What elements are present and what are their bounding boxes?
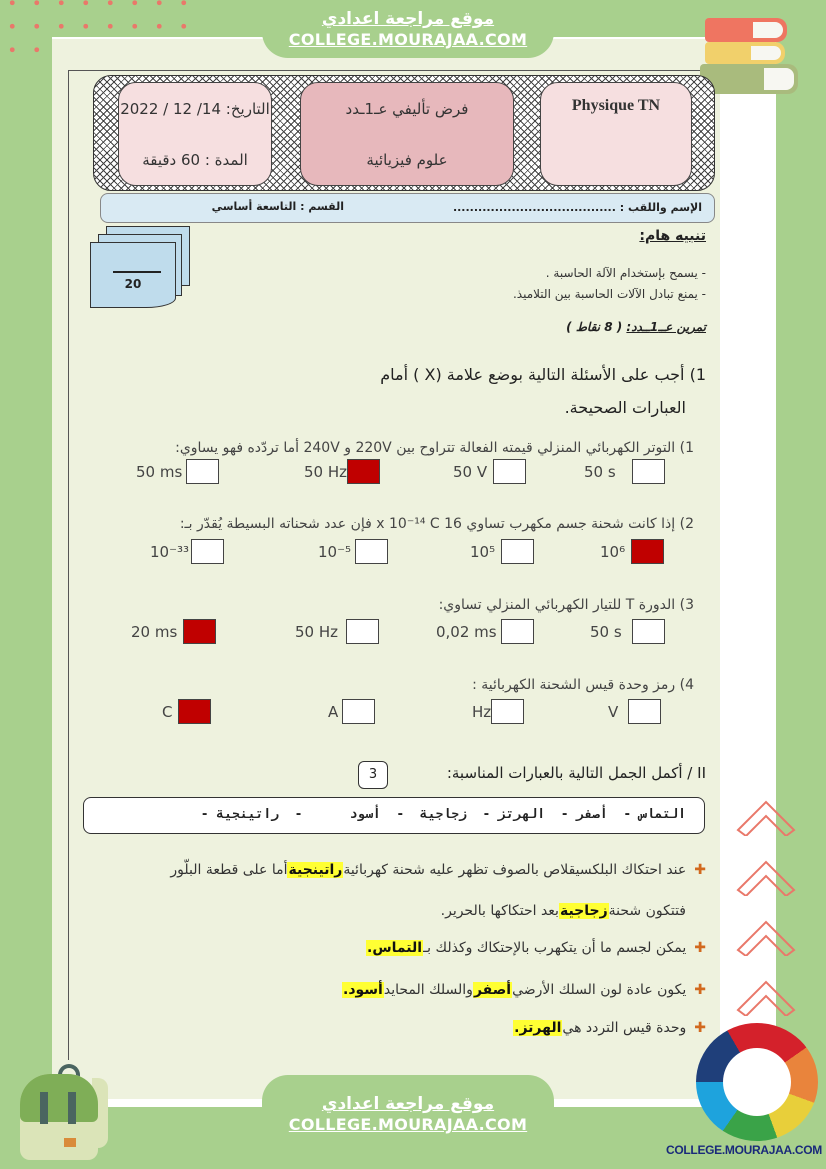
books-illustration [700, 12, 800, 92]
notice-title: تنبيه هام: [639, 228, 706, 244]
checkbox[interactable] [628, 699, 661, 724]
section1-instruction-cont: العبارات الصحيحة. [564, 398, 686, 417]
checkbox-checked[interactable] [183, 619, 216, 644]
site-logo-icon[interactable] [696, 1023, 818, 1141]
section1-instruction: 1) أجب على الأسئلة التالية بوضع علامة (X ) أمام [380, 365, 706, 384]
exercise-label: تمرين عــ1ــدد: [626, 320, 706, 334]
brand-name: Physique TN [571, 97, 661, 114]
bullet-icon: ✚ [694, 982, 706, 998]
site-logo-text[interactable]: COLLEGE.MOURAJAA.COM [665, 1143, 822, 1157]
checkbox[interactable] [342, 699, 375, 724]
header-date-box [118, 82, 272, 186]
chevron-up-icon [736, 972, 796, 1016]
answer-highlight: أسود. [343, 982, 383, 998]
bullet-icon: ✚ [694, 862, 706, 878]
score-total: 20 [124, 277, 142, 291]
notice-item: - يسمح بإستخدام الآلة الحاسبة . [545, 266, 706, 280]
answer-highlight: الهرتز. [514, 1020, 562, 1036]
checkbox[interactable] [493, 459, 526, 484]
q1-option-50V[interactable]: 50 V [453, 459, 526, 484]
site-banner-bottom[interactable] [262, 1075, 554, 1169]
answer-highlight: التماس. [367, 940, 423, 956]
exam-title: فرض تأليفي عـ1ـدد [345, 99, 469, 118]
q3-option-50Hz[interactable]: 50 Hz [295, 619, 379, 644]
q1-option-50ms[interactable]: 50 ms [136, 459, 219, 484]
site-banner-arabic[interactable]: موقع مراجعة اعدادي [321, 9, 495, 29]
word-bank: التماس - أصفر - الهرتز - زجاجية - أسود - راتينجية - [83, 797, 705, 834]
header-brand-box [540, 82, 692, 186]
checkbox[interactable] [501, 539, 534, 564]
chevron-up-icon [736, 852, 796, 896]
q3-option-20ms[interactable]: 20 ms [131, 619, 216, 644]
checkbox[interactable] [346, 619, 379, 644]
score-line [113, 271, 161, 273]
q1-option-50Hz[interactable]: 50 Hz [304, 459, 380, 484]
backpack-illustration [18, 1062, 110, 1162]
exam-subject: علوم فيزيائية [366, 150, 448, 169]
q4-option-C[interactable]: C [162, 699, 211, 724]
question-3-text: 3) الدورة T للتيار الكهربائي المنزلي تساوي: [438, 597, 694, 613]
exercise-points: ( 8 نقاط ) [566, 320, 623, 334]
q2-option-10e5[interactable]: 10⁵ [470, 539, 534, 564]
checkbox-checked[interactable] [631, 539, 664, 564]
question-4-text: 4) رمز وحدة قيس الشحنة الكهربائية : [472, 677, 694, 693]
checkbox[interactable] [191, 539, 224, 564]
section2-title: II / أكمل الجمل التالية بالعبارات المناسبة: [446, 764, 706, 782]
notice-item: - يمنع تبادل الآلات الحاسبة بين التلاميذ. [512, 287, 706, 301]
student-info-bar [100, 193, 715, 223]
q3-option-002ms[interactable]: 0,02 ms [436, 619, 534, 644]
q4-option-A[interactable]: A [328, 699, 375, 724]
checkbox[interactable] [501, 619, 534, 644]
answer-highlight: راتينجية [288, 862, 343, 878]
checkbox-checked[interactable] [178, 699, 211, 724]
sentence-4: ✚ وحدة قيس التردد هي الهرتز. [514, 1020, 706, 1036]
chevron-up-icon [736, 792, 796, 836]
exercise-title [566, 320, 706, 334]
q3-option-50s[interactable]: 50 s [590, 619, 665, 644]
checkbox[interactable] [632, 619, 665, 644]
checkbox[interactable] [491, 699, 524, 724]
section2-points-badge: 3 [358, 761, 388, 789]
site-banner-url[interactable]: COLLEGE.MOURAJAA.COM [288, 30, 528, 49]
sentence-1-cont: فتتكون شحنة زجاجية بعد احتكاكها بالحرير. [440, 903, 686, 919]
checkbox-checked[interactable] [347, 459, 380, 484]
chevron-up-icon [736, 912, 796, 956]
sentence-3: ✚ يكون عادة لون السلك الأرضي أصفر والسلك المحايد أسود. [343, 982, 706, 998]
site-banner-url[interactable]: COLLEGE.MOURAJAA.COM [288, 1115, 528, 1134]
site-banner-arabic[interactable]: موقع مراجعة اعدادي [321, 1094, 495, 1114]
sentence-2: ✚ يمكن لجسم ما أن يتكهرب بالإحتكاك وكذلك بـ التماس. [367, 940, 706, 956]
question-2-text: 2) إذا كانت شحنة جسم مكهرب تساوي 16 x 10⁻¹⁴ C فإن عدد شحناته البسيطة يُقدّر بـ: [179, 516, 694, 532]
bullet-icon: ✚ [694, 940, 706, 956]
question-1-text: 1) التوتر الكهربائي المنزلي قيمته الفعالة تتراوح بين 220V و 240V أما تردّده فهو يساوي: [175, 440, 694, 456]
site-banner-top[interactable] [262, 0, 554, 58]
score-box [86, 226, 190, 310]
q4-option-Hz[interactable]: Hz [472, 699, 524, 724]
answer-highlight: أصفر [473, 982, 512, 998]
q4-option-V[interactable]: V [608, 699, 661, 724]
bullet-icon: ✚ [694, 1020, 706, 1036]
header-title-box [300, 82, 514, 186]
exam-date: التاريخ: 14/ 12 / 2022 [120, 99, 270, 118]
q2-option-10e6[interactable]: 10⁶ [600, 539, 664, 564]
q2-option-10e-5[interactable]: 10⁻⁵ [318, 539, 388, 564]
sentence-1: ✚ عند احتكاك البلكسيقلاص بالصوف تظهر عليه شحنة كهربائية راتينجية أما على قطعة البلّور [170, 862, 706, 878]
exam-duration: المدة : 60 دقيقة [142, 150, 248, 169]
answer-highlight: زجاجية [559, 903, 608, 919]
q2-option-10e-33[interactable]: 10⁻³³ [150, 539, 224, 564]
name-field-label: الإسم واللقب : ....................................... [452, 201, 702, 214]
checkbox[interactable] [186, 459, 219, 484]
checkbox[interactable] [355, 539, 388, 564]
checkbox[interactable] [632, 459, 665, 484]
q1-option-50s[interactable]: 50 s [584, 459, 665, 484]
class-label: القسم : التاسعة أساسي [211, 200, 344, 213]
